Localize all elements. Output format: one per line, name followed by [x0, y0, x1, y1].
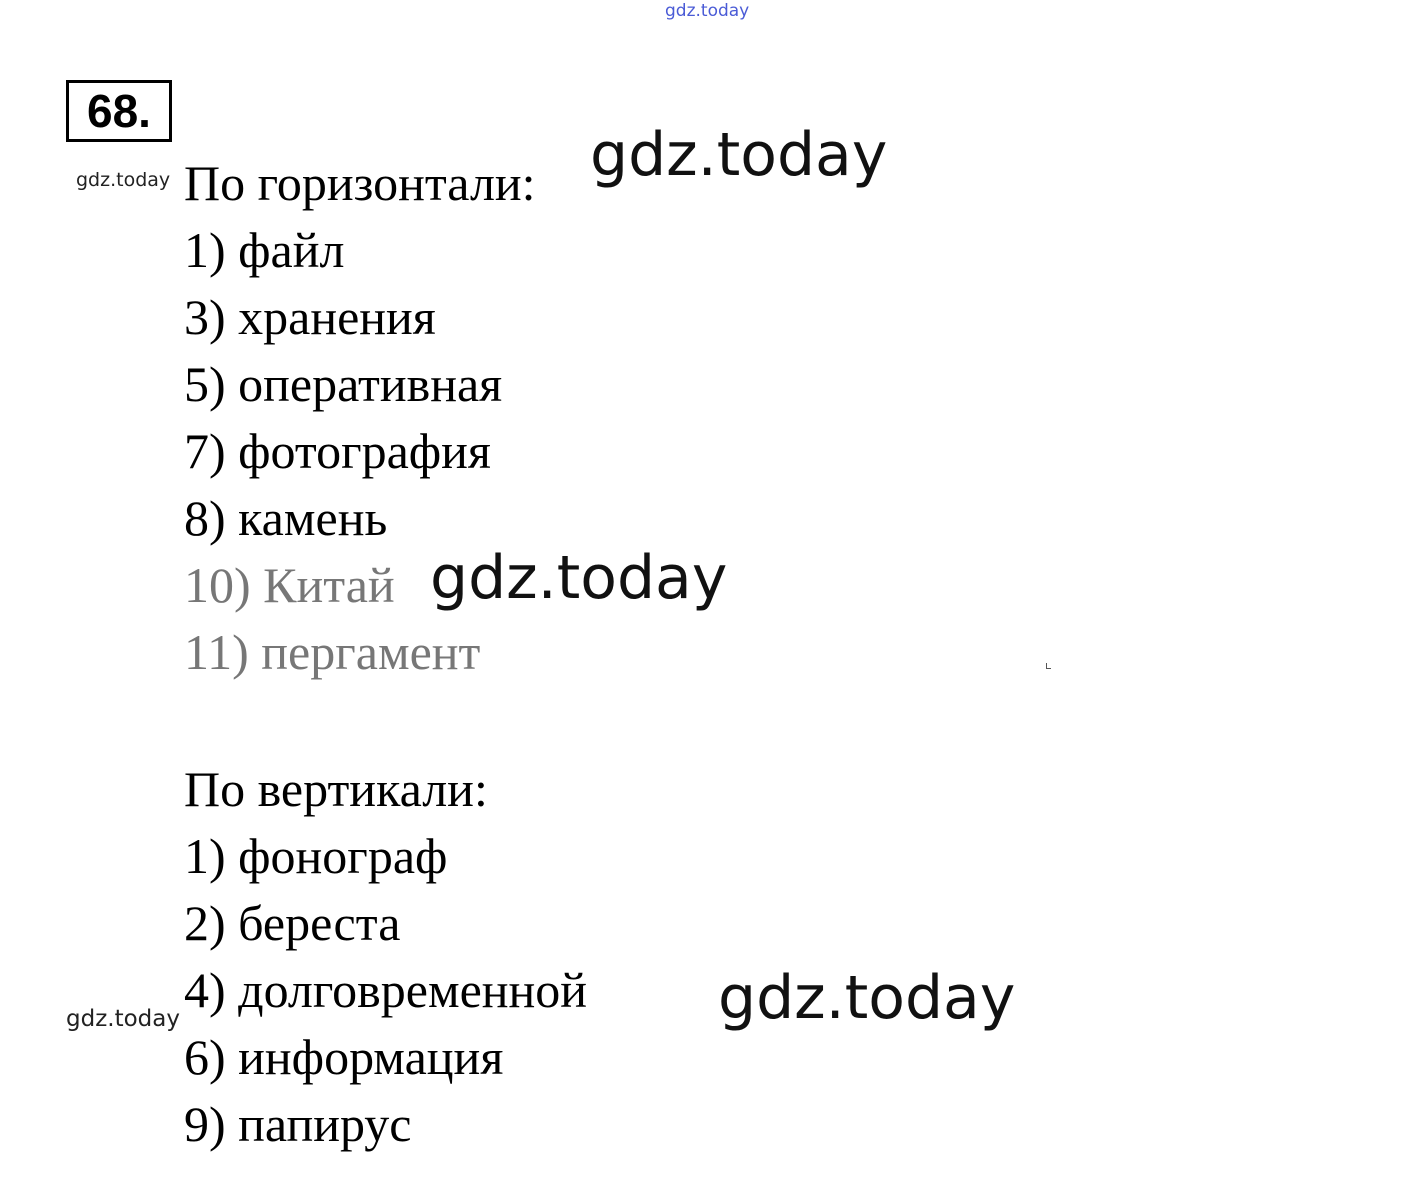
- horizontal-heading: По горизонтали:: [184, 155, 536, 211]
- vertical-item: 4) долговременной: [184, 962, 588, 1018]
- horizontal-item: 5) оперативная: [184, 356, 503, 412]
- horizontal-item: 1) файл: [184, 222, 345, 278]
- watermark-big-1: gdz.today: [590, 120, 888, 190]
- watermark-big-2: gdz.today: [430, 543, 728, 613]
- horizontal-item: 7) фотография: [184, 423, 491, 479]
- vertical-item: 1) фонограф: [184, 828, 448, 884]
- horizontal-item: 3) хранения: [184, 289, 436, 345]
- watermark-top: gdz.today: [665, 1, 750, 21]
- horizontal-item: 10) Китай: [184, 557, 395, 613]
- vertical-heading: По вертикали:: [184, 761, 488, 817]
- vertical-item: 6) информация: [184, 1029, 504, 1085]
- horizontal-item: 8) камень: [184, 490, 388, 546]
- watermark-big-3: gdz.today: [718, 963, 1016, 1033]
- scan-mark: [1046, 663, 1051, 669]
- watermark-small-left-1: gdz.today: [76, 169, 171, 191]
- answer-block: [184, 150, 587, 1158]
- vertical-item: 2) береста: [184, 895, 401, 951]
- vertical-item: 9) папирус: [184, 1096, 412, 1152]
- watermark-small-left-2: gdz.today: [66, 1006, 180, 1032]
- section-gap: [184, 686, 587, 756]
- exercise-number: 68.: [66, 80, 172, 142]
- horizontal-item: 11) пергамент: [184, 624, 481, 680]
